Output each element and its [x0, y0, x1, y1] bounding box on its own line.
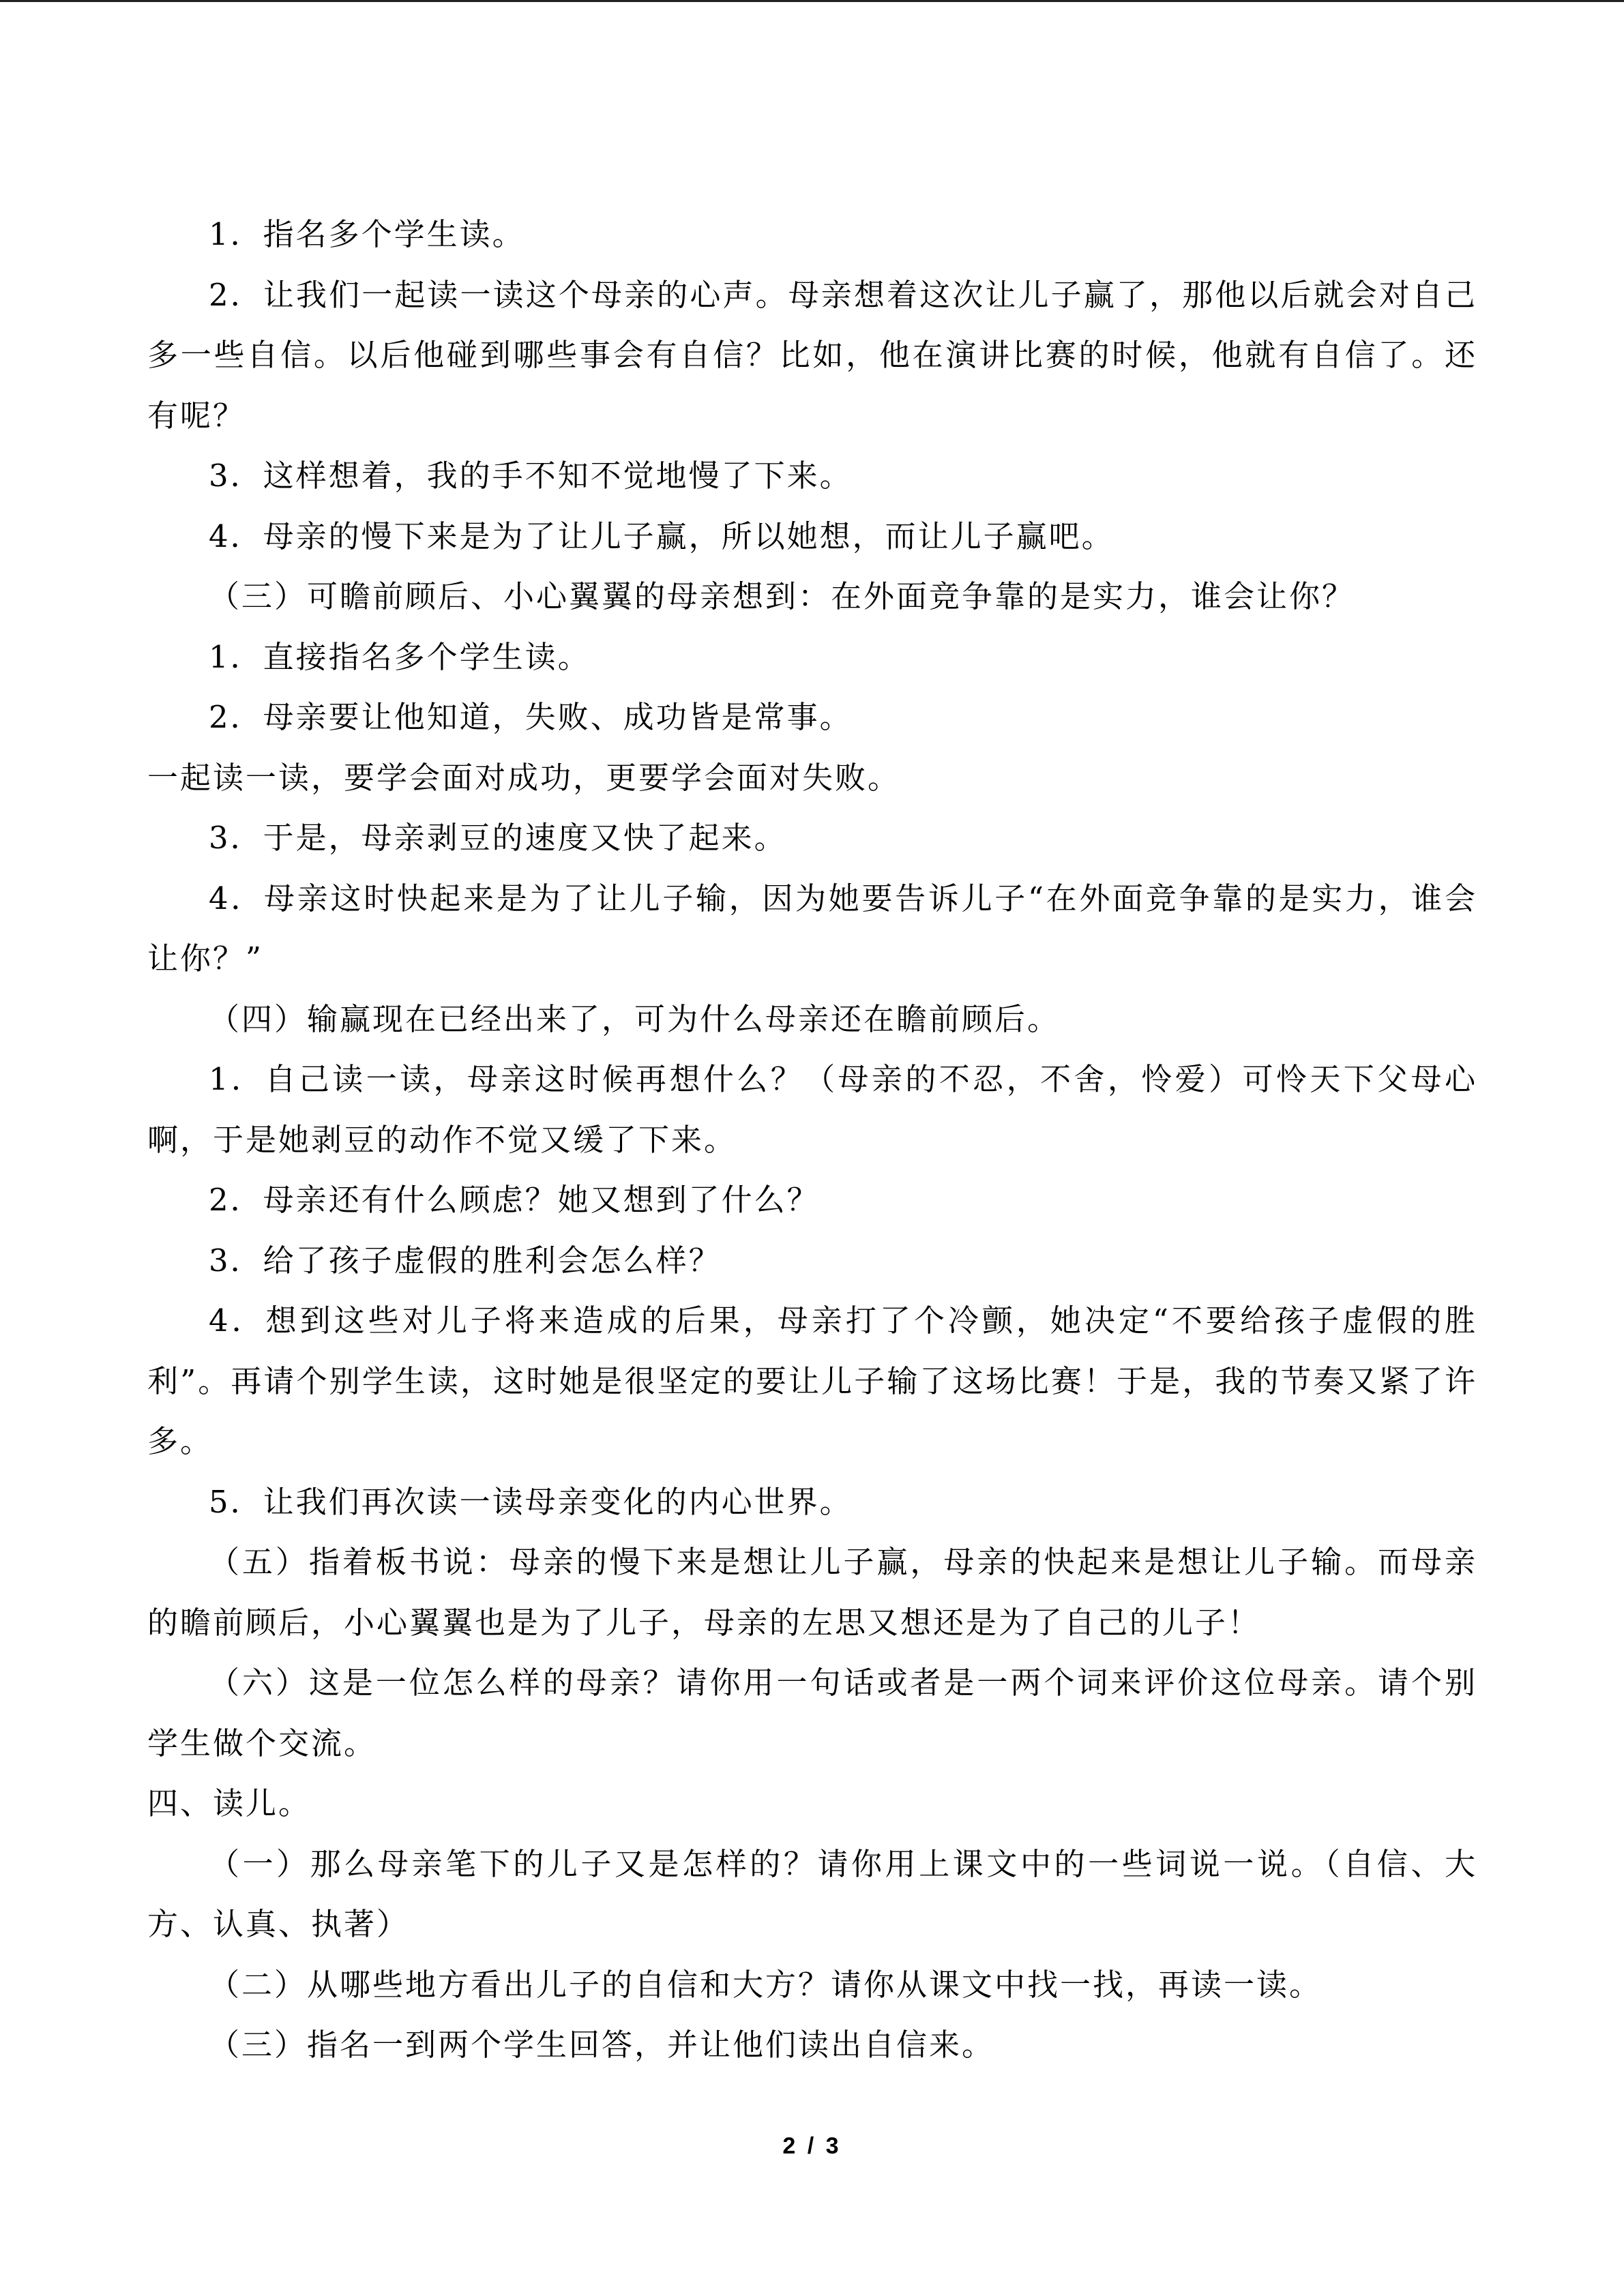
paragraph-15: 4．想到这些对儿子将来造成的后果，母亲打了个冷颤，她决定“不要给孩子虚假的胜利”。再请个别学生读，这时她是很坚定的要让儿子输了这场比赛！于是，我的节奏又紧了许多。 [147, 1302, 1477, 1459]
top-border-line [0, 0, 1624, 2]
paragraph-4: 4．母亲的慢下来是为了让儿子赢，所以她想，而让儿子赢吧。 [209, 518, 1114, 554]
paragraph-12: 1．自己读一读，母亲这时候再想什么？（母亲的不忍，不舍，怜爱）可怜天下父母心啊，于是她剥豆的动作不觉又缓了下来。 [147, 1061, 1477, 1158]
major-heading-4: 四、读儿。 [147, 1785, 312, 1821]
paragraph-1: 1．指名多个学生读。 [209, 216, 525, 252]
paragraph-16: 5．让我们再次读一读母亲变化的内心世界。 [209, 1483, 853, 1520]
page-number: 2 / 3 [782, 2133, 842, 2159]
paragraph-9: 3．于是，母亲剥豆的速度又快了起来。 [209, 820, 787, 856]
document-body [147, 205, 1477, 2076]
section-heading-5: （五）指着板书说：母亲的慢下来是想让儿子赢，母亲的快起来是想让儿子输。而母亲的瞻前顾后，小心翼翼也是为了儿子，母亲的左思又想还是为了自己的儿子！ [147, 1544, 1477, 1641]
section-heading-3: （三）可瞻前顾后、小心翼翼的母亲想到：在外面竞争靠的是实力，谁会让你？ [209, 578, 1355, 614]
paragraph-13: 2．母亲还有什么顾虑？她又想到了什么？ [209, 1182, 820, 1218]
paragraph-7: 2．母亲要让他知道，失败、成功皆是常事。 [209, 699, 853, 735]
subsection-1: （一）那么母亲笔下的儿子又是怎样的？请你用上课文中的一些词说一说。（自信、大方、认真、执著） [147, 1845, 1477, 1942]
section-heading-4: （四）输赢现在已经出来了，可为什么母亲还在瞻前顾后。 [209, 1000, 1061, 1037]
subsection-2: （二）从哪些地方看出儿子的自信和大方？请你从课文中找一找，再读一读。 [209, 1966, 1323, 2003]
paragraph-3: 3．这样想着，我的手不知不觉地慢了下来。 [209, 458, 853, 494]
subsection-3: （三）指名一到两个学生回答，并让他们读出自信来。 [209, 2027, 995, 2063]
paragraph-10: 4．母亲这时快起来是为了让儿子输，因为她要告诉儿子“在外面竞争靠的是实力，谁会让你？” [147, 880, 1477, 976]
paragraph-8: 一起读一读，要学会面对成功，更要学会面对失败。 [147, 759, 901, 796]
section-heading-6: （六）这是一位怎么样的母亲？请你用一句话或者是一两个词来评价这位母亲。请个别学生做个交流。 [147, 1665, 1477, 1761]
paragraph-14: 3．给了孩子虚假的胜利会怎么样？ [209, 1242, 722, 1279]
paragraph-6: 1．直接指名多个学生读。 [209, 638, 591, 675]
paragraph-2: 2．让我们一起读一读这个母亲的心声。母亲想着这次让儿子赢了，那他以后就会对自己多一些自信。以后他碰到哪些事会有自信？比如，他在演讲比赛的时候，他就有自信了。还有呢？ [147, 276, 1477, 434]
